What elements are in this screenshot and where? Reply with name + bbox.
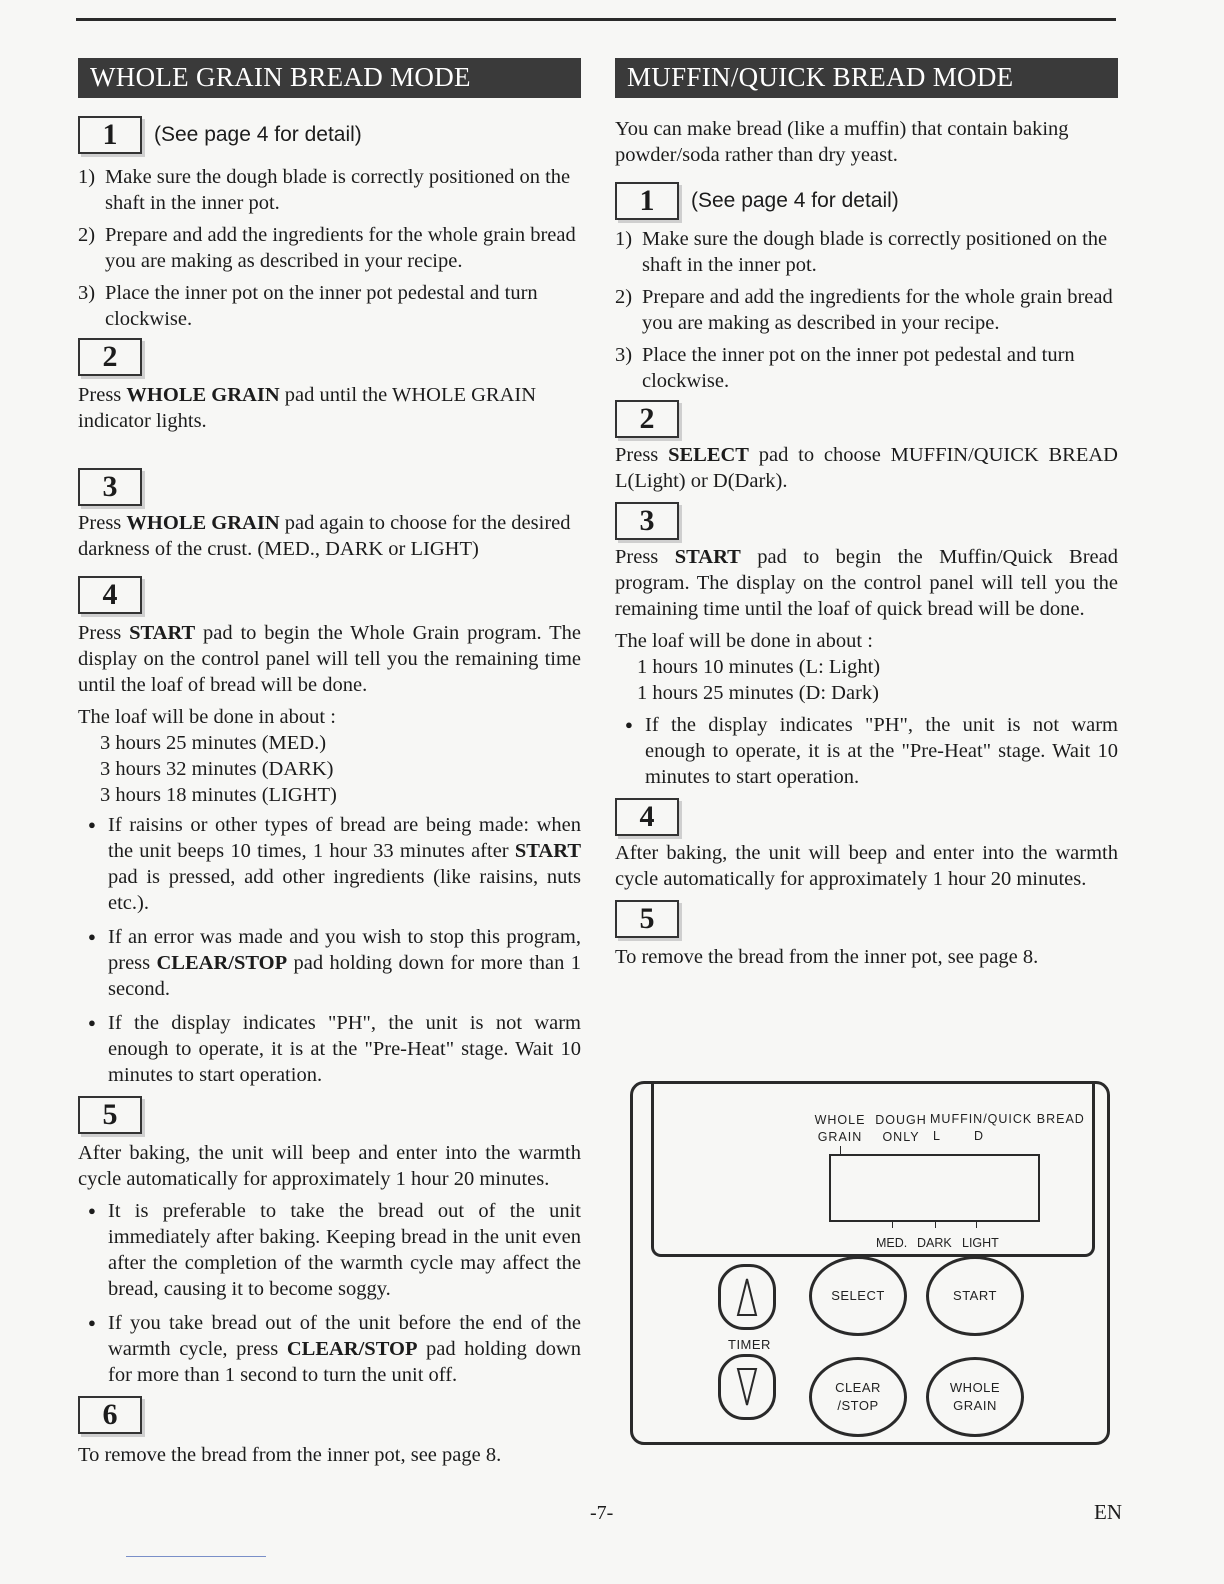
- muffin-title: MUFFIN/QUICK BREAD MODE: [615, 58, 1118, 98]
- list-item: 2) Prepare and add the ingredients for the whole grain bread you are making as described in your recipe.: [78, 224, 576, 272]
- step-number: 3: [78, 468, 142, 506]
- timer-up-button[interactable]: [718, 1264, 776, 1330]
- indicator-tick: [892, 1220, 893, 1228]
- timer-down-button[interactable]: [718, 1354, 776, 1420]
- list-item: ● If an error was made and you wish to stop this program, press CLEAR/STOP pad holding down for more than 1 second.: [78, 924, 581, 1002]
- step-2-text: Press WHOLE GRAIN pad until the WHOLE GRAIN indicator lights.: [78, 384, 537, 432]
- see-detail-note: (See page 4 for detail): [691, 189, 899, 212]
- step-6-text: To remove the bread from the inner pot, see page 8.: [78, 1444, 502, 1466]
- step-number: 4: [78, 576, 142, 614]
- step-number: 5: [78, 1096, 142, 1134]
- step-2-text: Press SELECT pad to choose MUFFIN/QUICK BREAD L(Light) or D(Dark).: [615, 444, 1118, 492]
- whole-grain-title: WHOLE GRAIN BREAD MODE: [78, 58, 581, 98]
- step-number: 1: [78, 116, 142, 154]
- loaf-time: 3 hours 18 minutes (LIGHT): [100, 784, 337, 806]
- muffin-intro: You can make bread (like a muffin) that contain baking powder/soda rather than dry yeast.: [615, 118, 1069, 166]
- step-number: 4: [615, 798, 679, 836]
- step-1-list: [78, 164, 581, 332]
- indicator-tick: [840, 1146, 841, 1154]
- see-detail-note: (See page 4 for detail): [154, 123, 362, 146]
- top-rule: [76, 18, 1116, 21]
- whole-grain-button[interactable]: WHOLE GRAIN: [926, 1357, 1024, 1437]
- step-5-text: After baking, the unit will beep and enter into the warmth cycle automatically for approximately 1 hour 20 minutes.: [78, 1142, 581, 1190]
- light-l-label: L: [933, 1129, 941, 1143]
- list-item: 2) Prepare and add the ingredients for the whole grain bread you are making as described in your recipe.: [615, 286, 1113, 334]
- lcd-screen: [829, 1154, 1040, 1222]
- step-1-header: [78, 116, 581, 154]
- loaf-done-label: The loaf will be done in about :: [615, 630, 873, 652]
- step-1-header: [615, 182, 1118, 220]
- up-arrow-icon: [736, 1277, 758, 1317]
- display-area: [651, 1084, 1095, 1257]
- step-5-text: To remove the bread from the inner pot, see page 8.: [615, 946, 1039, 968]
- step-4-notes: [78, 812, 581, 1088]
- muffin-indicator-label: MUFFIN/QUICK BREAD: [930, 1112, 1085, 1126]
- step-number: 5: [615, 900, 679, 938]
- language-code: EN: [1094, 1500, 1122, 1524]
- timer-label: TIMER: [728, 1337, 771, 1352]
- list-item: ● If the display indicates "PH", the unit is not warm enough to operate, it is at the "Pre-Heat" stage. Wait 10 minutes to start operation.: [615, 712, 1118, 790]
- list-item: ● If the display indicates "PH", the unit is not warm enough to operate, it is at the "Pre-Heat" stage. Wait 10 minutes to start operation.: [78, 1010, 581, 1088]
- step-number: 2: [615, 400, 679, 438]
- step-number: 6: [78, 1396, 142, 1434]
- step-1-list: [615, 226, 1118, 394]
- loaf-time: 3 hours 25 minutes (MED.): [100, 732, 327, 754]
- list-item: 1) Make sure the dough blade is correctly positioned on the shaft in the inner pot.: [615, 228, 1108, 276]
- page-number: -7-: [590, 1502, 614, 1524]
- step-4-text: Press START pad to begin the Whole Grain program. The display on the control panel will tell you the remaining time until the loaf of bread will be done.: [78, 622, 581, 696]
- list-item: 3) Place the inner pot on the inner pot pedestal and turn clockwise.: [615, 344, 1075, 392]
- list-item: ● It is preferable to take the bread out of the unit immediately after baking. Keeping bread in the unit even after the completion of the warmth cycle may affect the bread, causing it to become soggy.: [78, 1198, 581, 1302]
- step-5-notes: [78, 1198, 581, 1388]
- whole-grain-section: [78, 58, 581, 1468]
- dark-d-label: D: [974, 1129, 985, 1143]
- select-button[interactable]: SELECT: [809, 1256, 907, 1336]
- bottom-rule: [126, 1556, 266, 1557]
- light-label: LIGHT: [962, 1236, 999, 1250]
- muffin-quick-bread-section: [615, 58, 1118, 970]
- indicator-tick: [935, 1220, 936, 1228]
- dough-only-indicator-label: DOUGH ONLY: [875, 1113, 927, 1144]
- start-button[interactable]: START: [926, 1256, 1024, 1336]
- loaf-done-label: The loaf will be done in about :: [78, 706, 336, 728]
- clear-stop-button[interactable]: CLEAR /STOP: [809, 1357, 907, 1437]
- whole-grain-indicator-label: WHOLE GRAIN: [814, 1113, 866, 1144]
- indicator-tick: [976, 1220, 977, 1228]
- step-number: 3: [615, 502, 679, 540]
- step-3-text: Press START pad to begin the Muffin/Quick Bread program. The display on the control panel will tell you the remaining time until the loaf of quick bread will be done.: [615, 546, 1118, 620]
- loaf-time: 1 hours 10 minutes (L: Light): [637, 656, 881, 678]
- loaf-times: [78, 730, 581, 808]
- step-number: 1: [615, 182, 679, 220]
- loaf-time: 3 hours 32 minutes (DARK): [100, 758, 334, 780]
- step-3-text: Press WHOLE GRAIN pad again to choose for the desired darkness of the crust. (MED., DARK or LIGHT): [78, 512, 571, 560]
- loaf-time: 1 hours 25 minutes (D: Dark): [637, 682, 879, 704]
- list-item: ● If you take bread out of the unit before the end of the warmth cycle, press CLEAR/STOP pad holding down for more than 1 second to turn the unit off.: [78, 1310, 581, 1388]
- list-item: 3) Place the inner pot on the inner pot pedestal and turn clockwise.: [78, 282, 538, 330]
- med-label: MED.: [876, 1236, 908, 1250]
- step-number: 2: [78, 338, 142, 376]
- step-3-notes: [615, 712, 1118, 790]
- loaf-times: [615, 654, 1118, 706]
- list-item: ● If raisins or other types of bread are being made: when the unit beeps 10 times, 1 hour 33 minutes after START pad is pressed, add other ingredients (like raisins, nuts etc.).: [78, 812, 581, 916]
- dark-label: DARK: [917, 1236, 952, 1250]
- list-item: 1) Make sure the dough blade is correctly positioned on the shaft in the inner pot.: [78, 166, 571, 214]
- down-arrow-icon: [736, 1367, 758, 1407]
- control-panel-illustration: [630, 1081, 1110, 1445]
- step-4-text: After baking, the unit will beep and enter into the warmth cycle automatically for approximately 1 hour 20 minutes.: [615, 842, 1118, 890]
